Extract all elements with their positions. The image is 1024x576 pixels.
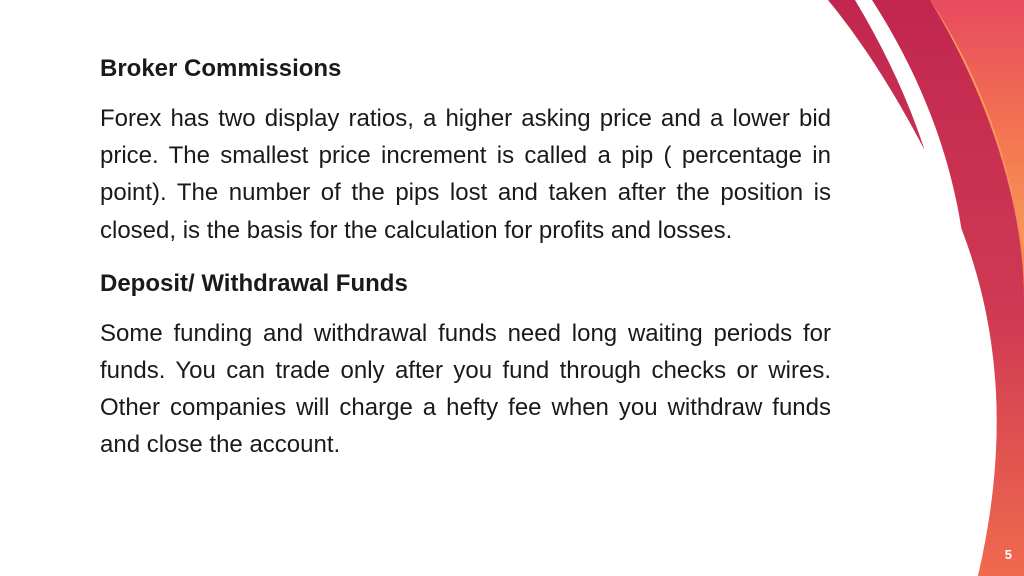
section-body-deposit-withdrawal: Some funding and withdrawal funds need long waiting periods for funds. You can trade only after you fund through checks or wires. Other companies will charge a hefty fee when you withdraw funds and close the account.: [100, 319, 831, 459]
section-heading-deposit-withdrawal: Deposit/ Withdrawal Funds: [100, 269, 408, 297]
slide-page-number: 5: [1004, 547, 1012, 562]
section-heading-broker-commissions: Broker Commissions: [100, 55, 342, 82]
slide-content: [100, 52, 831, 464]
section-body-broker-commissions: Forex has two display ratios, a higher asking price and a lower bid price. The smallest price increment is called a pip ( percentage in point). The number of the pips lost and taken after the position is closed, is the basis for the calculation for profits and losses.: [100, 105, 831, 244]
